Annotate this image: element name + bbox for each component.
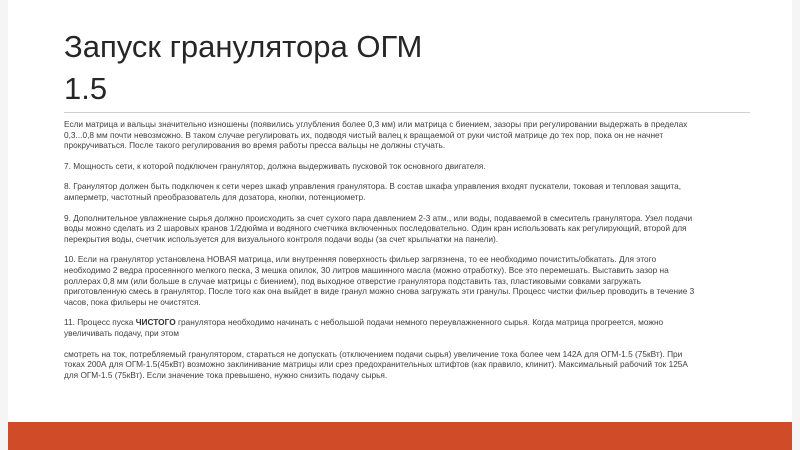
paragraph-11-clean-start — [64, 317, 704, 338]
paragraph-11-rest: гранулятора необходимо начинать с небольшой подачи немного переувлажненного сырья. Когда матрица прогреется, можно увеличивать подачу, при этом — [64, 317, 664, 338]
paragraph-matrix-wear: Если матрица и вальцы значительно изношены (появились углубления более 0,3 мм) или матрица с биением, зазоры при регулировании выдержать в пределах 0,3...0,8 мм почти невозможно. В таком случае регулировать их, подводя чистый валец к вращаемой от руки чистой матрице до тех пор, пока он не начнет прокручиваться. После такого регулирования во время работы пресса вальцы не должны стучать. — [64, 119, 688, 151]
paragraph-current-monitoring: смотреть на ток, потребляемый гранулятором, стараться не допускать (отключением подачи сырья) увеличение тока более чем 142А для ОГМ-1.5 (75кВт). При токах 200А для ОГМ-1.5(45кВт) возможно заклинивание матрицы или срез предохранительных штифтов (как правило, клинит). Максимальный рабочий ток 125А для ОГМ-1.5 (75кВт). Если значение тока превышено, нужно снизить подачу сырья. — [64, 348, 688, 380]
slide-body — [64, 119, 704, 390]
paragraph-9-moistening: 9. Дополнительное увлажнение сырья должно происходить за счет сухого пара давлением 2-3 атм., или воды, подаваемой в смеситель гранулятора. Узел подачи воды можно сделать из 2 шаровых кранов 1/2дюйма и водяного счетчика включенных последовательно. Один кран использовать как регулирующий, второй для перекрытия воды, счетчик используется для визуального контроля подачи воды (за счет крыльчатки на панели). — [64, 212, 693, 244]
paragraph-7-network-power: 7. Мощность сети, к которой подключен гранулятор, должна выдерживать пусковой ток основного двигателя. — [64, 160, 486, 171]
paragraph-8-control-cabinet: 8. Гранулятор должен быть подключен к сети через шкаф управления гранулятора. В состав шкафа управления входят пускатели, токовая и тепловая защита, амперметр, частотный преобразователь для дозатора, кнопки, потенциометр. — [64, 181, 682, 202]
right-edge-bar — [792, 0, 800, 450]
paragraph-10-start: 10. Если на гранулятор установлена — [64, 254, 207, 265]
slide-title — [64, 26, 684, 110]
paragraph-11-emphasis: ЧИСТОГО — [135, 317, 176, 328]
paragraph-11-start: 11. Процесс пуска — [64, 317, 136, 328]
paragraph-10-rest: матрица, или внутренняя поверхность фильер загрязнена, то ее необходимо почистить/обкатать. Для этого необходимо 2 ведра просеянного мелкого песка, 3 мешка опилок, 30 литров машинного масла (можно отработку). Все это перемешать. Выставить зазор на роллерах 0,8 мм (или больше в случае матрицы с биением), под выходное отверстие гранулятора подставить таз, пластиковыми совками загружать приготовленную смесь в гранулятор. После того как она выйдет в виде гранул можно снова загружать эти гранулы. Процесс чистки фильер проводить в течение 3 часов, пока фильеры не очистятся. — [64, 254, 695, 307]
title-divider — [64, 112, 750, 113]
bottom-accent-band — [8, 422, 792, 450]
left-edge-bar — [0, 0, 8, 450]
slide-title-line-2: 1.5 — [64, 71, 108, 106]
slide-title-line-1: Запуск гранулятора ОГМ — [64, 29, 423, 64]
paragraph-10-new-matrix — [64, 254, 704, 307]
paragraph-10-emphasis: НОВАЯ — [206, 254, 237, 265]
